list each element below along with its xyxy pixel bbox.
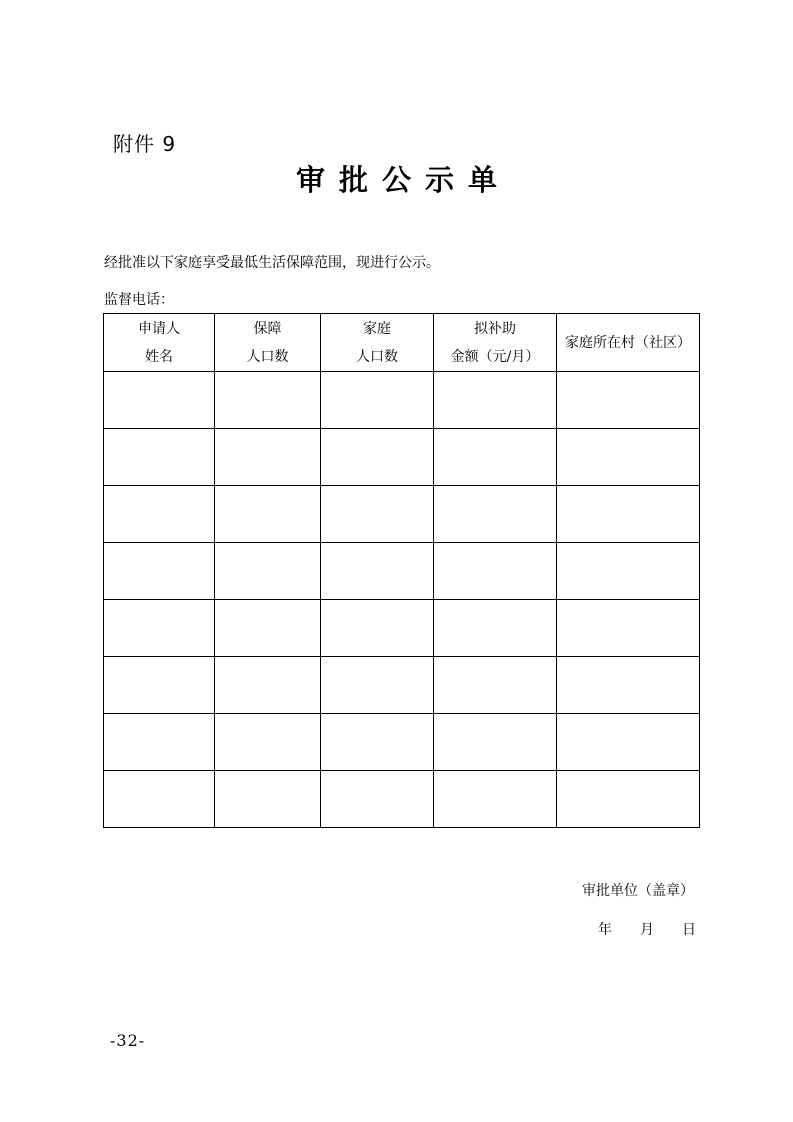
page-number: -32- [110, 1031, 146, 1050]
table-cell [215, 657, 321, 714]
intro-text: 经批准以下家庭享受最低生活保障范围，现进行公示。 [104, 255, 440, 271]
header-line: 人口数 [356, 348, 398, 365]
header-line: 拟补助 [474, 320, 516, 337]
table-cell [104, 372, 215, 429]
table-cell [215, 771, 321, 828]
header-line: 人口数 [246, 348, 289, 365]
table-cell [321, 429, 434, 486]
table-cell [557, 771, 700, 828]
header-subsidy-amount [434, 314, 557, 372]
date-month-label: 月 [640, 922, 654, 938]
date-line [598, 920, 696, 940]
table-cell [321, 372, 434, 429]
table-cell [321, 486, 434, 543]
table-cell [557, 372, 700, 429]
header-line: 姓名 [145, 348, 173, 365]
table-row [104, 429, 700, 486]
table-row [104, 486, 700, 543]
table-row [104, 657, 700, 714]
header-line: 金额（元/月） [450, 348, 540, 365]
table-cell [557, 486, 700, 543]
table-cell [434, 543, 557, 600]
table-row [104, 771, 700, 828]
table-cell [434, 714, 557, 771]
table-cell [321, 543, 434, 600]
table-row [104, 714, 700, 771]
table-cell [104, 543, 215, 600]
header-line: 保障 [253, 320, 282, 337]
table-cell [434, 657, 557, 714]
table-cell [321, 714, 434, 771]
header-applicant-name [104, 314, 215, 372]
table-cell [104, 714, 215, 771]
date-year-label: 年 [598, 922, 612, 938]
table-cell [104, 657, 215, 714]
table-cell [557, 714, 700, 771]
table-cell [321, 600, 434, 657]
table-cell [215, 714, 321, 771]
table-header-row [104, 314, 700, 372]
table-cell [321, 657, 434, 714]
table-cell [104, 486, 215, 543]
table-cell [434, 600, 557, 657]
header-covered-persons [215, 314, 321, 372]
table-cell [557, 429, 700, 486]
approval-unit-label: 审批单位（盖章） [582, 883, 694, 899]
header-household-size [321, 314, 434, 372]
header-line: 家庭 [363, 320, 391, 337]
table-cell [434, 429, 557, 486]
table-cell [434, 771, 557, 828]
table-cell [215, 429, 321, 486]
annex-label: 附件 9 [113, 132, 177, 156]
page-title: 审批公示单 [295, 163, 511, 197]
table-cell [557, 657, 700, 714]
header-village-community [557, 314, 700, 372]
table-cell [215, 600, 321, 657]
table-cell [434, 372, 557, 429]
table-row [104, 372, 700, 429]
table-cell [104, 429, 215, 486]
table-cell [104, 600, 215, 657]
table-cell [557, 543, 700, 600]
table-cell [557, 600, 700, 657]
table-row [104, 543, 700, 600]
approval-table [103, 313, 700, 828]
table-cell [104, 771, 215, 828]
table-cell [215, 543, 321, 600]
table-row [104, 600, 700, 657]
header-line: 申请人 [138, 320, 180, 337]
table-cell [215, 486, 321, 543]
table-cell [215, 372, 321, 429]
supervision-phone-label: 监督电话： [104, 292, 174, 308]
table-cell [321, 771, 434, 828]
header-line: 家庭所在村（社区） [565, 334, 691, 351]
date-day-label: 日 [682, 922, 696, 938]
table-cell [434, 486, 557, 543]
